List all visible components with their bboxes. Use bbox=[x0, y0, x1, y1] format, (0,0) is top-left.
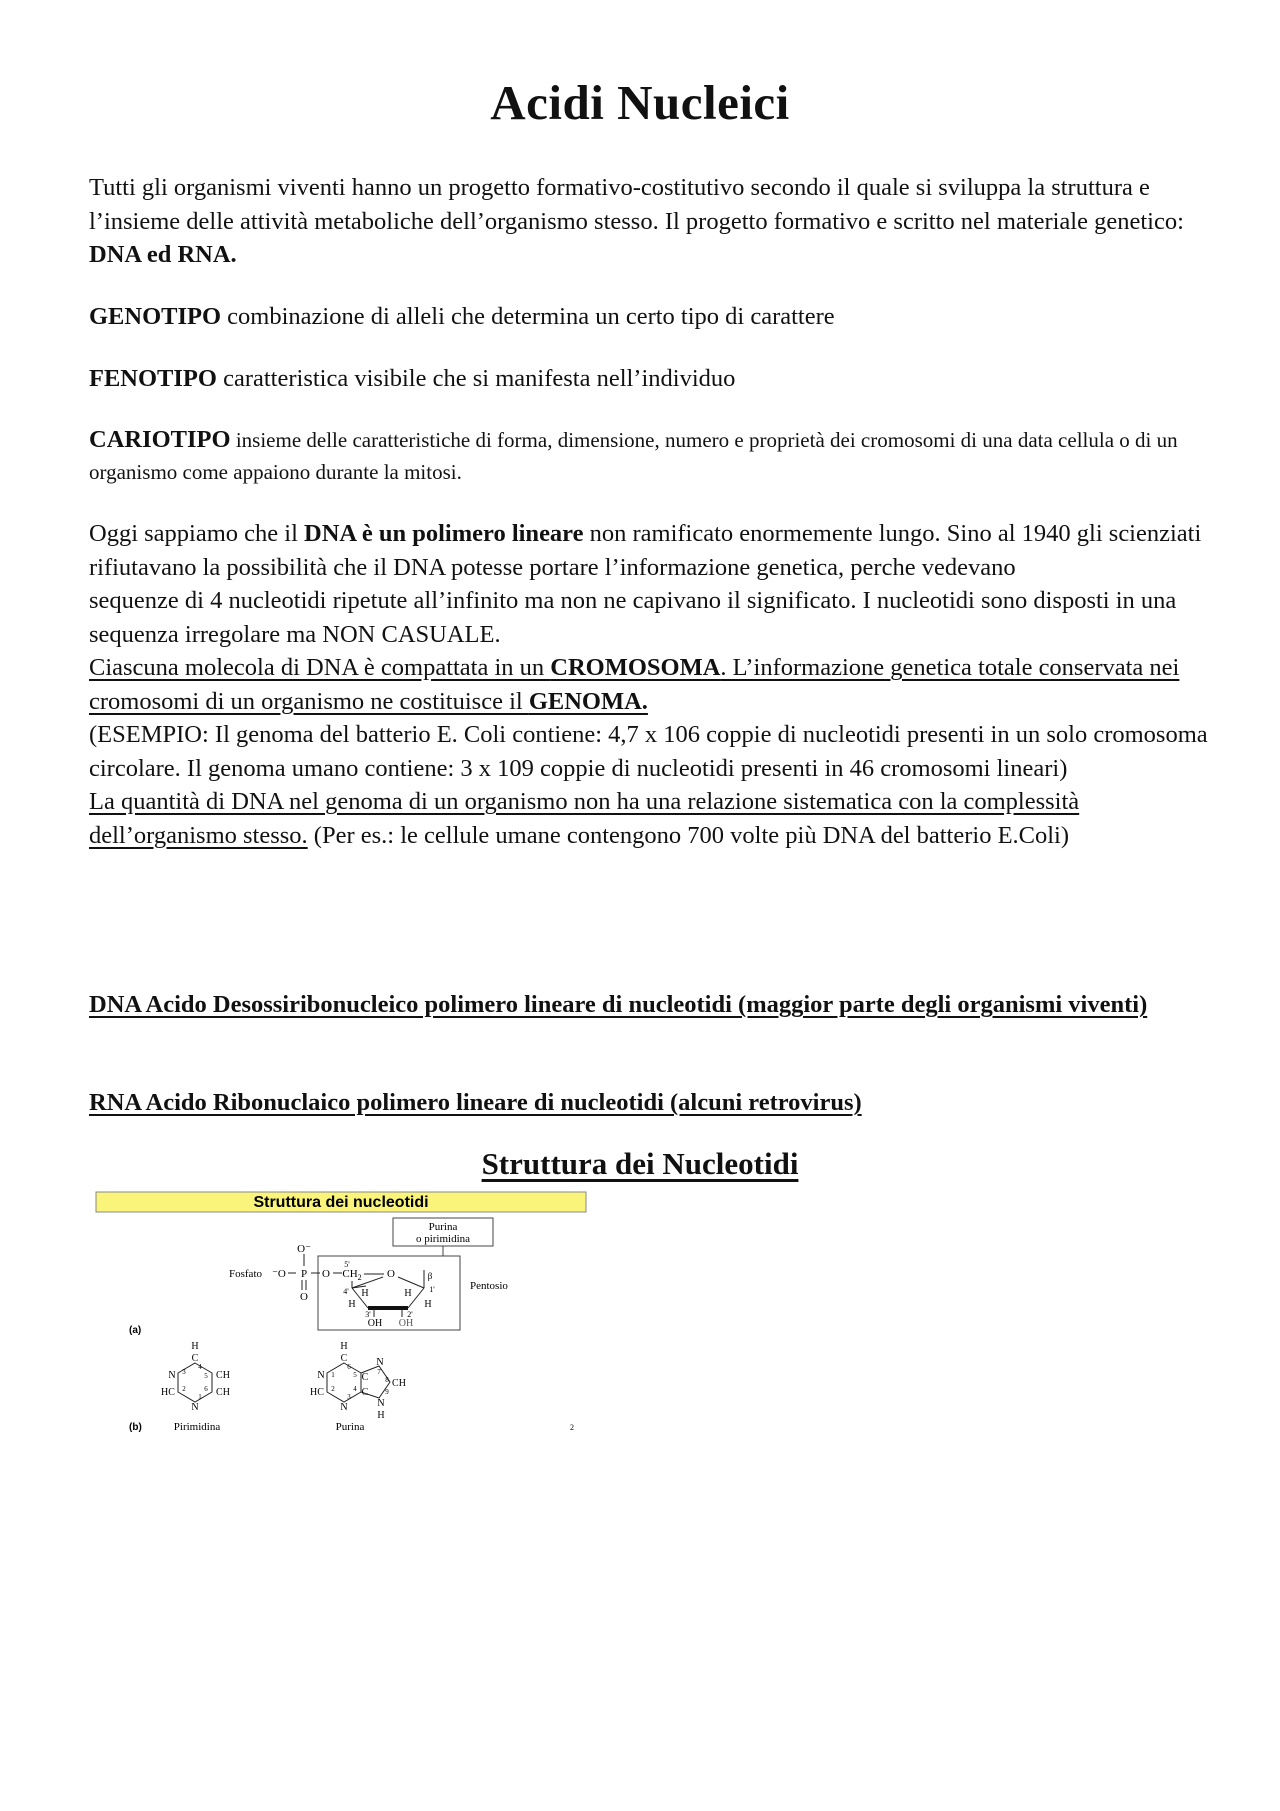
nucleotide-structure-figure bbox=[90, 1188, 610, 1458]
dna-text-5: (Per es.: le cellule umane contengono 700 volte più DNA del batterio E.Coli) bbox=[307, 821, 1070, 849]
dna-underline-1: Ciascuna molecola di DNA è compattata in un bbox=[89, 654, 551, 681]
intro-bold: DNA ed RNA. bbox=[89, 241, 237, 268]
pyr-num-2: 2 bbox=[182, 1385, 186, 1393]
purine-six-ring bbox=[327, 1363, 361, 1402]
dna-line-group-5 bbox=[89, 785, 1209, 852]
dna-underline-2: . L’informazione genetica totale conservata nei cromosomi di un organismo ne costituisce il bbox=[89, 654, 1180, 715]
pirimidina-label: Pirimidina bbox=[173, 1421, 221, 1433]
fosfato-label: Fosfato bbox=[229, 1268, 262, 1280]
figure-page-number: 2 bbox=[570, 1423, 574, 1432]
hydrogen-2: H bbox=[404, 1288, 412, 1299]
cariotipo-term: CARIOTIPO bbox=[89, 426, 231, 453]
pur-n3: N bbox=[340, 1402, 348, 1413]
rna-definition-text: RNA Acido Ribonuclaico polimero lineare di nucleotidi (alcuni retrovirus) bbox=[89, 1089, 862, 1116]
fenotipo-def: caratteristica visibile che si manifesta nell’individuo bbox=[216, 365, 736, 392]
pur-n7: N bbox=[376, 1357, 384, 1368]
pyr-hc2: HC bbox=[161, 1387, 175, 1398]
base-label-line2: o pirimidina bbox=[415, 1233, 471, 1245]
hydroxyl-2: OH bbox=[398, 1318, 414, 1329]
pyr-n1: N bbox=[191, 1402, 199, 1413]
carbon-1-label: 1' bbox=[429, 1285, 435, 1294]
pyr-num-6: 6 bbox=[204, 1385, 208, 1393]
pentosio-label: Pentosio bbox=[470, 1280, 508, 1292]
hydrogen-1: H bbox=[361, 1288, 369, 1299]
intro-text: Tutti gli organismi viventi hanno un progetto formativo-costitutivo secondo il quale si sviluppa la struttura e l’insieme delle attività metaboliche dell’organismo stesso. Il progetto formativo e scritto nel materiale genetico: bbox=[89, 174, 1184, 235]
pur-num-2: 2 bbox=[331, 1385, 335, 1393]
ring-edge bbox=[398, 1277, 424, 1288]
dna-line-group-4: (ESEMPIO: Il genoma del batterio E. Coli contiene: 4,7 x 106 coppie di nucleotidi presenti in un solo cromosoma circolare. Il genoma umano contiene: 3 x 109 coppie di nucleotidi presenti in 46 cromosomi lineari) bbox=[89, 721, 1208, 782]
carbon-3-label: 3' bbox=[365, 1310, 371, 1319]
pur-n1: N bbox=[317, 1370, 325, 1381]
cariotipo-definition bbox=[89, 424, 1209, 488]
cromosoma-term: CROMOSOMA bbox=[550, 654, 721, 681]
pyr-c4: C bbox=[191, 1353, 199, 1364]
pur-ch8: CH bbox=[392, 1378, 406, 1389]
carbon-2-label: 2' bbox=[407, 1310, 413, 1319]
genotipo-definition bbox=[89, 300, 1209, 334]
ring-oxygen: O bbox=[387, 1268, 395, 1280]
dna-text-1: Oggi sappiamo che il bbox=[89, 520, 305, 547]
pur-c6: C bbox=[340, 1353, 348, 1364]
pyr-num-3: 3 bbox=[182, 1368, 186, 1376]
carbon-4-label: 4' bbox=[343, 1287, 349, 1296]
dna-definition-text: DNA Acido Desossiribonucleico polimero lineare di nucleotidi (maggior parte degli organismi viventi) bbox=[89, 991, 1148, 1018]
beta-label: β bbox=[427, 1271, 433, 1281]
genotipo-def: combinazione di alleli che determina un certo tipo di carattere bbox=[221, 303, 835, 330]
dna-text-2: non ramificato enormemente lungo. Sino al 1940 gli scienziati rifiutavano la possibilità che il DNA potesse portare l’informazione genetica, perche vedevano bbox=[89, 520, 1202, 581]
pur-num-4: 4 bbox=[353, 1385, 357, 1393]
genoma-term: GENOMA. bbox=[528, 687, 648, 715]
hydrogen-4: H bbox=[424, 1299, 432, 1310]
pyr-ch5: CH bbox=[216, 1370, 230, 1381]
dna-paragraph bbox=[89, 517, 1209, 852]
ch2-group bbox=[342, 1268, 361, 1282]
carbon-5-label: 5' bbox=[344, 1260, 350, 1269]
panel-a-label: (a) bbox=[129, 1325, 142, 1336]
dna-line-group-3 bbox=[89, 651, 1209, 718]
pur-num-1: 1 bbox=[331, 1371, 335, 1379]
panel-b-label: (b) bbox=[129, 1422, 142, 1433]
hydrogen-3: H bbox=[348, 1299, 356, 1310]
intro-paragraph bbox=[89, 171, 1209, 272]
pur-c4: C bbox=[361, 1387, 369, 1398]
pyr-num-4: 4 bbox=[198, 1363, 202, 1371]
pyr-h-top: H bbox=[191, 1341, 199, 1352]
pyr-ch6: CH bbox=[216, 1387, 230, 1398]
base-label-line1: Purina bbox=[428, 1221, 458, 1233]
pur-num-6: 6 bbox=[347, 1363, 351, 1371]
purine-structure bbox=[310, 1341, 406, 1421]
nucleotide-diagram bbox=[90, 1188, 610, 1458]
pyr-num-5: 5 bbox=[204, 1372, 208, 1380]
pyr-num-1: 1 bbox=[198, 1393, 202, 1401]
dna-line-group-2: sequenze di 4 nucleotidi ripetute all’infinito ma non ne capivano il significato. I nucleotidi sono disposti in una sequenza irregolare ma NON CASUALE. bbox=[89, 587, 1177, 648]
pur-num-9: 9 bbox=[385, 1388, 389, 1396]
pur-num-3: 3 bbox=[347, 1393, 351, 1401]
page-title: Acidi Nucleici bbox=[490, 75, 790, 130]
pyr-n3: N bbox=[168, 1370, 176, 1381]
dna-underline-3: La quantità di DNA nel genoma di un organismo non ha una relazione sistematica con la complessità dell’organismo stesso. bbox=[89, 788, 1080, 849]
pur-n9: N bbox=[377, 1398, 385, 1409]
pur-c5: C bbox=[361, 1372, 369, 1383]
hydroxyl-3: OH bbox=[367, 1318, 383, 1329]
dna-line-group-1 bbox=[89, 517, 1209, 584]
fenotipo-term: FENOTIPO bbox=[89, 365, 217, 392]
phosphorus-atom: P bbox=[300, 1268, 308, 1280]
bridge-oxygen: O bbox=[322, 1268, 330, 1280]
ch2-subscript: 2 bbox=[357, 1273, 362, 1282]
pyrimidine-structure bbox=[161, 1341, 230, 1413]
figure-header-text: Struttura dei nucleotidi bbox=[253, 1194, 429, 1211]
purina-label: Purina bbox=[335, 1421, 365, 1433]
phosphate-o-top: O⁻ bbox=[297, 1243, 311, 1255]
genotipo-term: GENOTIPO bbox=[89, 303, 222, 330]
dna-bold-1: DNA è un polimero lineare bbox=[304, 520, 584, 547]
dna-definition bbox=[89, 986, 1199, 1023]
pur-h9: H bbox=[377, 1410, 385, 1421]
phosphate-o-bottom: O bbox=[300, 1291, 308, 1303]
phosphate-o-minus: ⁻O bbox=[272, 1268, 286, 1280]
pur-num-7: 7 bbox=[377, 1368, 381, 1376]
pur-num-5: 5 bbox=[353, 1371, 357, 1379]
fenotipo-definition bbox=[89, 362, 1209, 396]
pur-h-top: H bbox=[340, 1341, 348, 1352]
rna-definition bbox=[89, 1086, 1209, 1120]
cariotipo-def: insieme delle caratteristiche di forma, dimensione, numero e proprietà dei cromosomi di una data cellula o di un organismo come appaiono durante la mitosi. bbox=[89, 428, 1178, 484]
pur-hc2: HC bbox=[310, 1387, 324, 1398]
section-title: Struttura dei Nucleotidi bbox=[481, 1146, 799, 1181]
pur-num-8: 8 bbox=[385, 1376, 389, 1384]
ch2-text: CH bbox=[342, 1268, 358, 1280]
